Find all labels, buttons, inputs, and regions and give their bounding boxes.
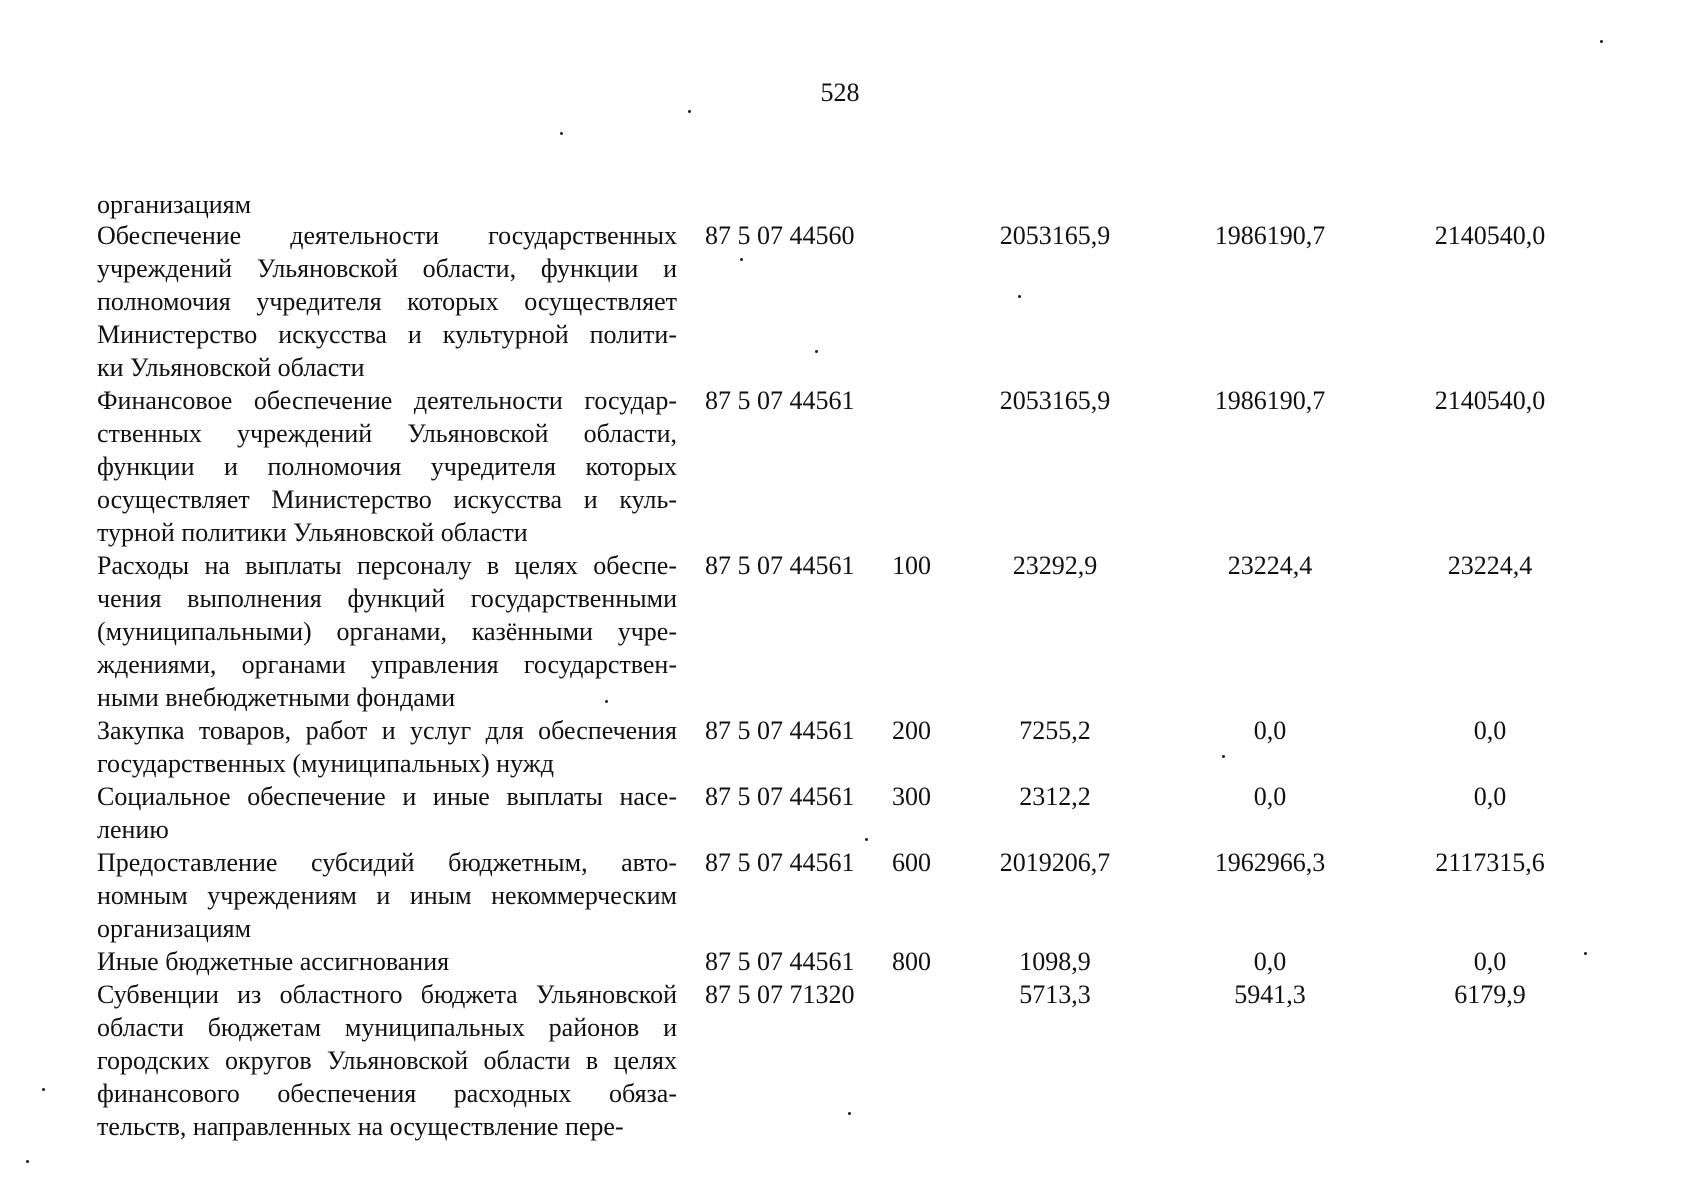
scan-speck — [1600, 40, 1603, 43]
scan-speck — [605, 700, 608, 703]
description-line: тельств, направленных на осуществление пере- — [97, 1112, 624, 1141]
row-description — [97, 846, 677, 945]
scan-speck — [26, 1160, 29, 1163]
description-line: лению — [97, 815, 169, 844]
target-article-code: 87 5 07 44560 — [705, 221, 855, 250]
scan-speck — [865, 838, 868, 841]
description-line: Финансовое обеспечение деятельности государ- — [97, 386, 677, 415]
target-article-code: 87 5 07 44561 — [705, 848, 855, 877]
amount-year-2: 1962966,3 — [1214, 848, 1326, 877]
scan-speck — [42, 1088, 45, 1091]
amount-year-1: 5713,3 — [1019, 980, 1091, 1009]
description-line: области бюджетам муниципальных районов и — [97, 1013, 677, 1042]
description-line: Закупка товаров, работ и услуг для обеспечения — [97, 716, 677, 745]
description-line: учреждений Ульяновской области, функции и — [97, 254, 677, 283]
row-description — [97, 945, 677, 978]
scan-speck — [848, 1112, 851, 1115]
description-line: Субвенции из областного бюджета Ульяновской — [97, 980, 677, 1009]
amount-year-1: 1098,9 — [1019, 947, 1091, 976]
row-description — [97, 384, 677, 549]
row-description — [97, 780, 677, 846]
description-line: чения выполнения функций государственными — [97, 584, 677, 613]
target-article-code: 87 5 07 71320 — [705, 980, 855, 1009]
description-line: осуществляет Министерство искусства и куль- — [97, 485, 677, 514]
description-line: Социальное обеспечение и иные выплаты насе- — [97, 782, 677, 811]
description-line: финансового обеспечения расходных обяза- — [97, 1079, 677, 1108]
amount-year-1: 2053165,9 — [999, 386, 1111, 415]
page-number: 528 — [820, 78, 860, 107]
scan-speck — [1584, 952, 1587, 955]
amount-year-2: 0,0 — [1253, 716, 1287, 745]
target-article-code: 87 5 07 44561 — [705, 386, 855, 415]
target-article-code: 87 5 07 44561 — [705, 551, 855, 580]
target-article-code: 87 5 07 44561 — [705, 716, 855, 745]
scan-speck — [1018, 295, 1021, 298]
description-line: ждениями, органами управления государствен- — [97, 650, 677, 679]
amount-year-3: 6179,9 — [1454, 980, 1526, 1009]
expense-type-code: 300 — [892, 782, 931, 811]
amount-year-1: 7255,2 — [1019, 716, 1091, 745]
description-line: государственных (муниципальных) нужд — [97, 749, 554, 778]
description-line: номным учреждениям и иным некоммерческим — [97, 881, 677, 910]
amount-year-2: 5941,3 — [1234, 980, 1306, 1009]
amount-year-3: 2140540,0 — [1434, 221, 1546, 250]
amount-year-3: 0,0 — [1473, 782, 1507, 811]
description-line: ки Ульяновской области — [97, 353, 365, 382]
description-line: функции и полномочия учредителя которых — [97, 452, 677, 481]
scan-speck — [740, 258, 743, 261]
amount-year-3: 2140540,0 — [1434, 386, 1546, 415]
row-description — [97, 219, 677, 384]
amount-year-1: 2312,2 — [1019, 782, 1091, 811]
amount-year-2: 1986190,7 — [1214, 386, 1326, 415]
scan-speck — [688, 110, 691, 113]
target-article-code: 87 5 07 44561 — [705, 947, 855, 976]
amount-year-3: 0,0 — [1473, 947, 1507, 976]
expense-type-code: 600 — [892, 848, 931, 877]
description-line: организациям — [97, 190, 252, 219]
amount-year-1: 2019206,7 — [999, 848, 1111, 877]
amount-year-3: 0,0 — [1473, 716, 1507, 745]
scan-speck — [1222, 755, 1225, 758]
description-line: организациям — [97, 914, 252, 943]
expense-type-code: 200 — [892, 716, 931, 745]
amount-year-3: 23224,4 — [1447, 551, 1533, 580]
row-description — [97, 549, 677, 714]
scan-speck — [560, 132, 563, 135]
description-line: городских округов Ульяновской области в целях — [97, 1046, 677, 1075]
amount-year-2: 0,0 — [1253, 782, 1287, 811]
description-line: Иные бюджетные ассигнования — [97, 947, 450, 976]
row-description — [97, 188, 677, 221]
amount-year-2: 23224,4 — [1227, 551, 1313, 580]
description-line: (муниципальными) органами, казёнными учре- — [97, 617, 677, 646]
amount-year-2: 1986190,7 — [1214, 221, 1326, 250]
target-article-code: 87 5 07 44561 — [705, 782, 855, 811]
amount-year-3: 2117315,6 — [1435, 848, 1545, 877]
row-description — [97, 714, 677, 780]
description-line: Расходы на выплаты персоналу в целях обеспе- — [97, 551, 677, 580]
amount-year-1: 23292,9 — [1012, 551, 1098, 580]
amount-year-1: 2053165,9 — [999, 221, 1111, 250]
expense-type-code: 800 — [892, 947, 931, 976]
description-line: Министерство искусства и культурной полити- — [97, 320, 677, 349]
description-line: ными внебюджетными фондами — [97, 683, 456, 712]
row-description — [97, 978, 677, 1143]
description-line: Обеспечение деятельности государственных — [97, 221, 677, 250]
amount-year-2: 0,0 — [1253, 947, 1287, 976]
scan-speck — [815, 350, 818, 353]
expense-type-code: 100 — [892, 551, 931, 580]
description-line: полномочия учредителя которых осуществляет — [97, 287, 677, 316]
description-line: ственных учреждений Ульяновской области, — [97, 419, 677, 448]
description-line: Предоставление субсидий бюджетным, авто- — [97, 848, 677, 877]
description-line: турной политики Ульяновской области — [97, 518, 528, 547]
